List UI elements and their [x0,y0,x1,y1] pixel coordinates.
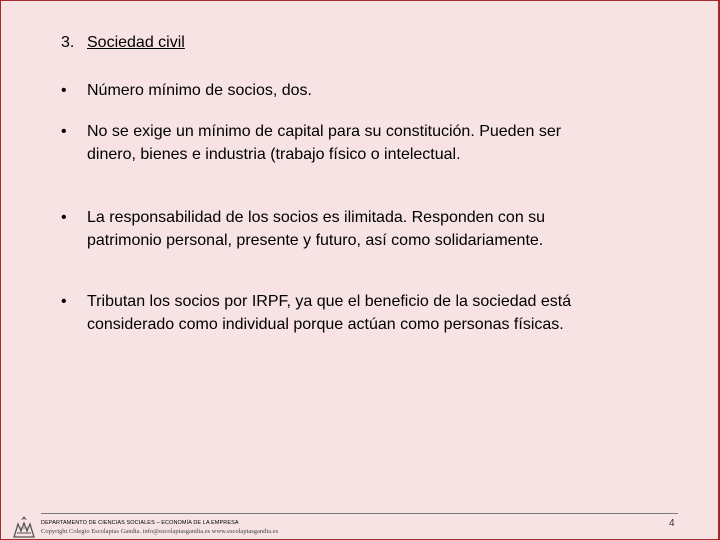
bullet-marker: • [61,209,67,226]
school-crest-icon [11,515,37,539]
section-number: 3. [61,34,75,51]
bullet-text: No se exige un mínimo de capital para su constitución. Pueden ser dinero, bienes e industria (trabajo físico o intelectual. [87,123,562,163]
bullet-marker: • [61,82,67,99]
copyright-text: Copyright Colegio Escolapias Gandia. info@escolapiasgandia.es www.escolapiasgandia.es [41,528,279,535]
department-label: DEPARTAMENTO DE CIENCIAS SOCIALES – ECONOMÍA DE LA EMPRESA [41,520,239,526]
footer-divider [41,513,678,514]
bullet-text: La responsabilidad de los socios es ilimitada. Responden con su patrimonio personal, presente y futuro, así como solidariamente. [87,209,546,249]
bullet-text: Número mínimo de socios, dos. [87,82,312,99]
bullet-marker: • [61,123,67,140]
section-title: Sociedad civil [87,34,185,51]
section-heading [61,34,185,52]
bullet-text: Tributan los socios por IRPF, ya que el beneficio de la sociedad está considerado como individual porque actúan como personas físicas. [87,293,572,333]
page-number: 4 [669,518,675,529]
bullet-marker: • [61,293,67,310]
